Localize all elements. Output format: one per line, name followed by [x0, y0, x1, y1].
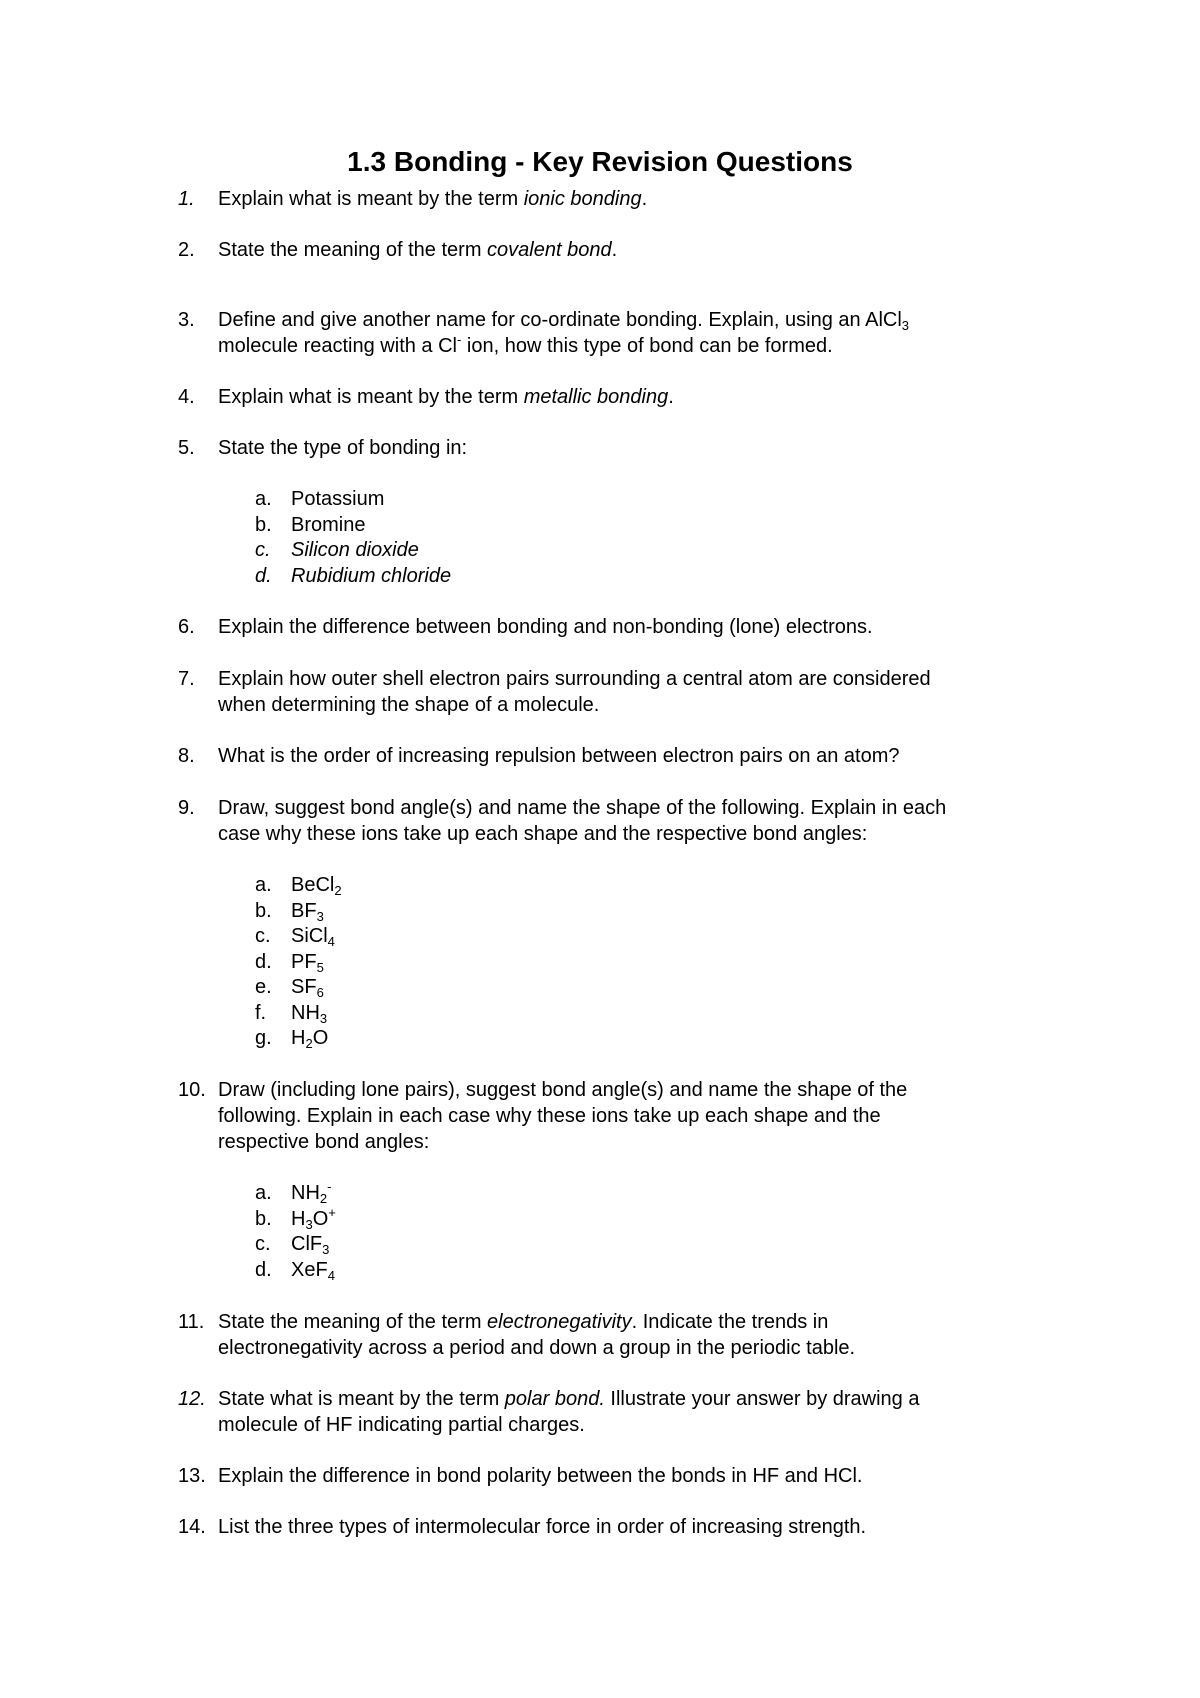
- question-line: [218, 333, 1058, 359]
- question-number: 2.: [178, 239, 195, 261]
- question-line: case why these ions take up each shape and the respective bond angles:: [218, 823, 868, 845]
- formula: [291, 1181, 331, 1207]
- question-number: 8.: [178, 745, 195, 767]
- question-text: Illustrate your answer by drawing a: [604, 1388, 920, 1410]
- question-number: 6.: [178, 616, 195, 638]
- question-number: 1.: [178, 188, 195, 210]
- question-6: [178, 614, 1058, 640]
- question-line: following. Explain in each case why these ions take up each shape and the: [218, 1105, 881, 1127]
- question-term: electronegativity: [487, 1311, 632, 1333]
- question-term: ionic bonding: [523, 188, 642, 210]
- question-number: 10.: [178, 1079, 206, 1101]
- item-text: Potassium: [291, 488, 385, 510]
- question-line: Explain how outer shell electron pairs surrounding a central atom are considered: [218, 668, 931, 690]
- question-term: covalent bond: [487, 239, 612, 261]
- document-title: 1.3 Bonding - Key Revision Questions: [347, 146, 853, 177]
- item-letter: c.: [255, 539, 271, 561]
- question-number: 3.: [178, 309, 195, 331]
- formula-base: SiCl: [291, 925, 328, 947]
- formula: [291, 899, 324, 925]
- question-number: 14.: [178, 1516, 206, 1538]
- item-letter: b.: [255, 899, 272, 922]
- punctuation: .: [668, 386, 674, 408]
- item-letter: d.: [255, 1258, 272, 1281]
- question-text: . Indicate the trends in: [631, 1311, 829, 1333]
- question-3: [178, 307, 1058, 359]
- question-1: [178, 186, 1058, 212]
- formula-tail: O: [312, 1027, 329, 1049]
- question-number: 5.: [178, 437, 195, 459]
- subscript: 3: [319, 1010, 328, 1026]
- subscript: 5: [316, 959, 324, 975]
- item-letter: e.: [255, 976, 272, 998]
- subscript: 4: [327, 1267, 335, 1283]
- question-text: Explain what is meant by the term: [218, 188, 524, 210]
- item-letter: c.: [255, 925, 271, 947]
- item-letter: a.: [255, 488, 272, 510]
- question-text: molecule reacting with a Cl: [218, 335, 457, 357]
- question-line: when determining the shape of a molecule.: [218, 694, 600, 716]
- formula: [291, 924, 335, 950]
- subscript: 3: [901, 318, 910, 333]
- item-letter: b.: [255, 1207, 272, 1230]
- item-letter: a.: [255, 1182, 272, 1204]
- question-line: [218, 307, 1058, 333]
- formula: [291, 1001, 327, 1027]
- question-text: State the type of bonding in:: [218, 437, 468, 459]
- item-text: Silicon dioxide: [291, 539, 419, 561]
- question-12: [178, 1386, 1058, 1438]
- question-text: List the three types of intermolecular force in order of increasing strength.: [218, 1516, 867, 1538]
- formula: [291, 1258, 335, 1284]
- subscript: 2: [319, 1191, 328, 1206]
- subscript: 4: [327, 934, 335, 949]
- question-line: respective bond angles:: [218, 1131, 430, 1153]
- question-number: 13.: [178, 1465, 206, 1487]
- formula-base: NH: [291, 1001, 320, 1024]
- formula: [291, 873, 342, 899]
- formula: [291, 975, 324, 1001]
- superscript: +: [328, 1204, 336, 1220]
- formula: [291, 1026, 328, 1052]
- question-text: State what is meant by the term: [218, 1388, 505, 1410]
- subscript: 6: [316, 985, 324, 1000]
- item-letter: c.: [255, 1233, 271, 1255]
- question-text: Explain the difference in bond polarity between the bonds in HF and HCl.: [218, 1465, 863, 1487]
- question-10: [178, 1077, 1058, 1155]
- question-number: 4.: [178, 386, 195, 408]
- question-number: 9.: [178, 797, 195, 819]
- formula-base: H: [291, 1027, 306, 1049]
- item-letter: b.: [255, 513, 272, 536]
- formula-base: H: [291, 1207, 306, 1230]
- question-5: [178, 435, 1058, 461]
- question-text: What is the order of increasing repulsion between electron pairs on an atom?: [218, 745, 900, 767]
- question-line: molecule of HF indicating partial charges.: [218, 1414, 585, 1436]
- question-13: [178, 1463, 1058, 1489]
- formula: [291, 950, 324, 976]
- item-letter: d.: [255, 950, 272, 973]
- formula-base: BF: [291, 899, 317, 922]
- subscript: 2: [305, 1036, 313, 1051]
- superscript: -: [327, 1179, 332, 1194]
- question-line: Draw, suggest bond angle(s) and name the shape of the following. Explain in each: [218, 797, 947, 819]
- formula-base: XeF: [291, 1258, 328, 1281]
- question-4: [178, 384, 1058, 410]
- question-9: [178, 795, 1058, 847]
- formula-base: PF: [291, 950, 317, 973]
- item-letter: d.: [255, 564, 272, 587]
- question-11: [178, 1309, 1058, 1361]
- formula-base: ClF: [291, 1233, 323, 1255]
- formula-base: SF: [291, 976, 317, 998]
- question-line: [218, 1309, 1058, 1335]
- item-letter: a.: [255, 874, 272, 896]
- question-number: 12.: [178, 1388, 206, 1410]
- question-line: [218, 1386, 1058, 1412]
- question-text: Explain the difference between bonding and non-bonding (lone) electrons.: [218, 616, 873, 638]
- subscript: 2: [334, 883, 342, 898]
- formula: [291, 1204, 336, 1233]
- question-number: 7.: [178, 668, 195, 690]
- item-text: Bromine: [291, 513, 366, 536]
- question-line: Draw (including lone pairs), suggest bond angle(s) and name the shape of the: [218, 1079, 908, 1101]
- question-text: State the meaning of the term: [218, 239, 488, 261]
- subscript: 3: [322, 1242, 330, 1257]
- question-line: electronegativity across a period and down a group in the periodic table.: [218, 1337, 856, 1359]
- question-term: metallic bonding: [523, 386, 669, 408]
- formula-base: BeCl: [291, 874, 335, 896]
- subscript: 3: [316, 908, 324, 924]
- question-text: Define and give another name for co-ordinate bonding. Explain, using an AlCl: [218, 309, 902, 331]
- formula: [291, 1232, 329, 1258]
- formula-base: NH: [291, 1182, 320, 1204]
- question-text: Explain what is meant by the term: [218, 386, 524, 408]
- subscript: 3: [305, 1216, 313, 1232]
- question-8: [178, 743, 1058, 769]
- item-letter: f.: [255, 1001, 267, 1024]
- item-text: Rubidium chloride: [291, 564, 452, 587]
- superscript: -: [457, 332, 462, 347]
- question-term: polar bond.: [504, 1388, 605, 1410]
- punctuation: .: [641, 188, 648, 210]
- punctuation: .: [611, 239, 618, 261]
- question-14: [178, 1514, 1058, 1540]
- question-text: ion, how this type of bond can be formed.: [461, 335, 833, 357]
- formula-tail: O: [312, 1207, 329, 1230]
- question-text: State the meaning of the term: [218, 1311, 488, 1333]
- question-number: 11.: [178, 1311, 205, 1333]
- question-2: [178, 237, 1058, 263]
- question-7: [178, 666, 1058, 718]
- item-letter: g.: [255, 1027, 272, 1049]
